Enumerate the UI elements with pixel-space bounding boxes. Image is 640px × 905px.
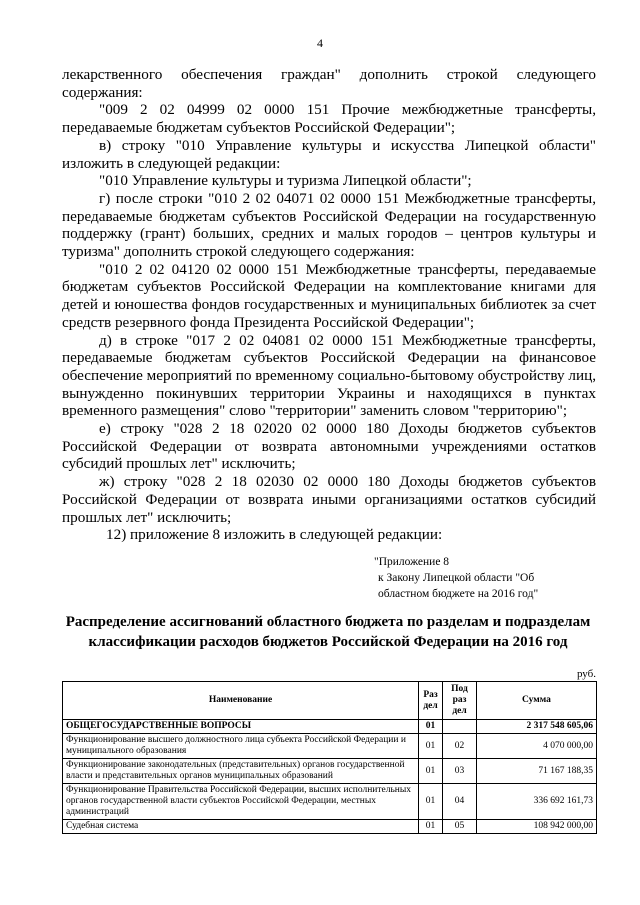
row-amount: 4 070 000,00 (477, 734, 597, 759)
budget-table-wrapper (62, 681, 596, 834)
table-title (48, 612, 608, 652)
document-body (62, 66, 596, 544)
header-section: Раз дел (419, 682, 443, 720)
table-row (63, 720, 597, 734)
paragraph: лекарственного обеспечения граждан" дополнить строкой следующего содержания: (62, 66, 596, 101)
row-amount: 71 167 188,35 (477, 759, 597, 784)
appendix-line: "Приложение 8 (374, 556, 450, 568)
row-section: 01 (419, 734, 443, 759)
row-name: Судебная система (63, 820, 419, 834)
page-number: 4 (317, 36, 323, 50)
paragraph: в) строку "010 Управление культуры и искусства Липецкой области" изложить в следующей редакции: (62, 136, 596, 172)
table-row (63, 759, 597, 784)
row-subsection: 03 (443, 759, 477, 784)
header-amount: Сумма (477, 682, 597, 720)
paragraph: е) строку "028 2 18 02020 02 0000 180 Доходы бюджетов субъектов Российской Федерации от возврата автономными учреждениями остатков субсидий прошлых лет" исключить; (62, 420, 596, 473)
table-row (63, 820, 597, 834)
paragraph: "010 Управление культуры и туризма Липецкой области"; (99, 172, 472, 190)
appendix-note (374, 554, 614, 602)
row-name: Функционирование высшего должностного лица субъекта Российской Федерации и муниципального образования (63, 734, 419, 759)
row-section: 01 (419, 784, 443, 820)
budget-table (62, 681, 597, 834)
paragraph: д) в строке "017 2 02 04081 02 0000 151 Межбюджетные трансферты, передаваемые бюджетам субъектов Российской Федерации на финансовое обеспечение мероприятий по временному социально-бытовому обустройству лиц, вынужденно покинувших территории Украины и находящихся в пунктах временного размещения" слово "территории" заменить словом "территорию"; (62, 331, 596, 420)
row-section: 01 (419, 820, 443, 834)
header-name: Наименование (63, 682, 419, 720)
appendix-line: к Закону Липецкой области "Об (378, 572, 535, 584)
row-section: 01 (419, 759, 443, 784)
row-amount: 336 692 161,73 (477, 784, 597, 820)
row-subsection: 04 (443, 784, 477, 820)
title-line: Распределение ассигнований областного бюджета по разделам и подразделам (65, 614, 591, 630)
paragraph: ж) строку "028 2 18 02030 02 0000 180 Доходы бюджетов субъектов Российской Федерации от возврата иными организациями остатков субсидий прошлых лет" исключить; (62, 473, 596, 526)
paragraph: "010 2 02 04120 02 0000 151 Межбюджетные трансферты, передаваемые бюджетам субъектов Российской Федерации на комплектование книгами для детей и юношества фондов государственных и муниципальных библиотек за счет средств резервного фонда Президента Российской Федерации"; (62, 260, 596, 331)
currency-unit: руб. (576, 668, 596, 680)
row-subsection: 05 (443, 820, 477, 834)
row-subsection (443, 720, 477, 734)
table-row (63, 784, 597, 820)
appendix-line: областном бюджете на 2016 год" (378, 588, 539, 600)
row-name: Функционирование Правительства Российской Федерации, высших исполнительных органов государственной власти субъектов Российской Федерации, местных администраций (63, 784, 419, 820)
row-section: 01 (419, 720, 443, 734)
row-subsection: 02 (443, 734, 477, 759)
table-row (63, 734, 597, 759)
header-subsection: Под раз дел (443, 682, 477, 720)
row-name: Функционирование законодательных (представительных) органов государственной власти и представительных органов муниципальных образований (63, 759, 419, 784)
title-line: классификации расходов бюджетов Российской Федерации на 2016 год (88, 634, 568, 650)
paragraph: 12) приложение 8 изложить в следующей редакции: (106, 526, 443, 544)
paragraph: "009 2 02 04999 02 0000 151 Прочие межбюджетные трансферты, передаваемые бюджетам субъектов Российской Федерации"; (62, 101, 596, 137)
row-amount: 108 942 000,00 (477, 820, 597, 834)
row-name: ОБЩЕГОСУДАРСТВЕННЫЕ ВОПРОСЫ (63, 720, 419, 734)
row-amount: 2 317 548 605,06 (477, 720, 597, 734)
paragraph: г) после строки "010 2 02 04071 02 0000 151 Межбюджетные трансферты, передаваемые бюджетам субъектов Российской Федерации на государственную поддержку (грант) больших, средних и малых городов – центров культуры и туризма" дополнить строкой следующего содержания: (62, 189, 596, 261)
